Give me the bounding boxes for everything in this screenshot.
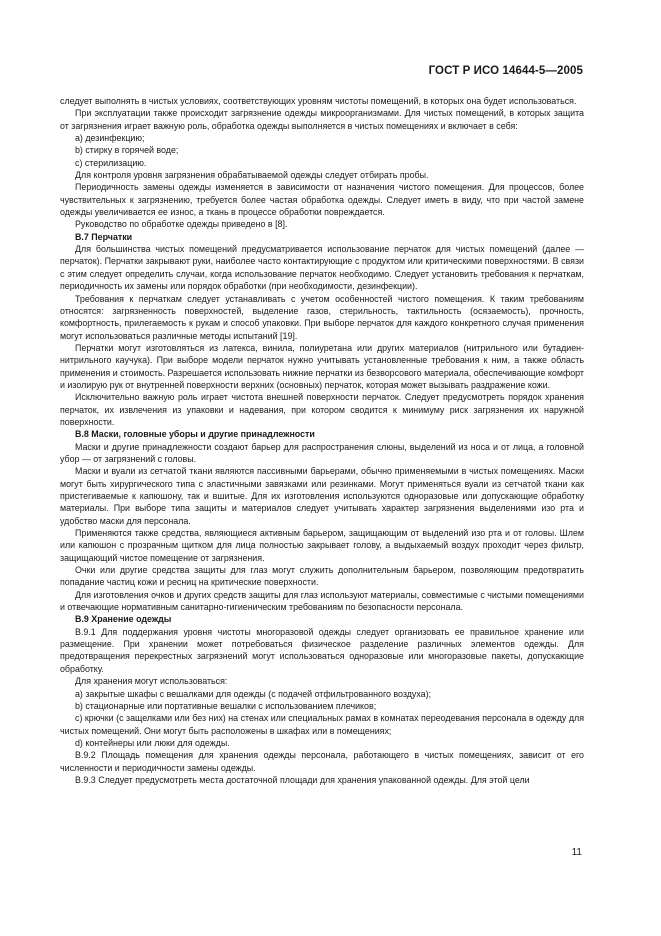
paragraph: Для большинства чистых помещений предусматривается использование перчаток для чистых помещений (далее — перчаток). Перчатки закрывают руки, наиболее часто контактирующие с продуктом или критическими поверхностями. В связи с этим следует определить случаи, когда использование перчаток необходимо. Следует установить требования к перчаткам, периодичность их замены или порядок обработки (при необходимости, дезинфекции).: [60, 244, 584, 292]
list-item: d) контейнеры или люки для одежды.: [75, 737, 230, 748]
paragraph: Требования к перчаткам следует устанавливать с учетом особенностей чистого помещения. К таким требованиям относятся: загрязненность поверхностей, выделение газов, стерильность, тактильность (осязаемость), прочность, комфортность, прилегаемость к рукам и способ упаковки. При выборе перчаток для каждого конкретного случая применения могут использоваться различные методы испытаний [19].: [60, 293, 584, 341]
paragraph: В.9.2 Площадь помещения для хранения одежды персонала, работающего в чистых помещениях, зависит от его численности и периодичности замены одежды.: [60, 750, 584, 773]
section-heading: В.7 Перчатки: [75, 231, 133, 242]
paragraph: В.9.1 Для поддержания уровня чистоты многоразовой одежды следует организовать ее правильное хранение или размещение. При хранении может потребоваться физическое разделение различных элементов одежды. Для предотвращения перекрестных загрязнений могут использоваться одноразовые или многоразовые пакеты, допускающие обработку.: [60, 626, 584, 674]
paragraph: При эксплуатации также происходит загрязнение одежды микроорганизмами. Для чистых помещений, в которых защита от загрязнения играет важную роль, обработка одежды выполняется в чистых помещениях и включает в себя:: [60, 108, 584, 131]
paragraph: Исключительно важную роль играет чистота внешней поверхности перчаток. Следует предусмотреть порядок хранения перчаток, их извлечения из упаковки и надевания, при котором сводится к минимуму риск загрязнения их наружной поверхности.: [60, 392, 584, 427]
document-body: [60, 95, 584, 786]
list-item: а) дезинфекцию;: [75, 133, 145, 144]
paragraph: Для контроля уровня загрязнения обрабатываемой одежды следует отбирать пробы.: [75, 170, 429, 181]
paragraph: Маски и другие принадлежности создают барьер для распространения слюны, выделений из носа и от лица, а головной убор — от загрязнений с головы.: [60, 441, 584, 464]
list-item: b) стационарные или портативные вешалки с использованием плечиков;: [75, 700, 377, 711]
paragraph: Маски и вуали из сетчатой ткани являются пассивными барьерами, обычно применяемыми в чистых помещениях. Маски могут быть хирургического типа с эластичными завязками или резинками. Могут применяться вуали из сетчатой ткани как пристегиваемые к капюшону, так и вшитые. Для их изготовления используются одноразовые или допускающие обработку материалы. При выборе типа защиты и материалов следует учитывать характер загрязнения выделениями изо рта и удобство маски для персонала.: [60, 466, 584, 526]
paragraph: Руководство по обработке одежды приведено в [8].: [75, 219, 288, 230]
section-heading: В.9 Хранение одежды: [75, 614, 172, 625]
paragraph: Применяются также средства, являющиеся активным барьером, защищающим от выделений изо рта и от головы. Шлем или капюшон с прозрачным щитком для лица полностью закрывает голову, а выдыхаемый воздух проходит через фильтр, защищающий чистое помещение от загрязнения.: [60, 528, 584, 563]
paragraph: следует выполнять в чистых условиях, соответствующих уровням чистоты помещений, в которых она будет использоваться.: [60, 96, 577, 106]
paragraph: Периодичность замены одежды изменяется в зависимости от назначения чистого помещения. Для процессов, более чувствительных к загрязнению, требуется более частая обработка одежды. Следует иметь в виду, что при частой замене одежды увеличивается ее износ, а ткань в процессе обработки повреждается.: [60, 182, 584, 218]
paragraph: Очки или другие средства защиты для глаз могут служить дополнительным барьером, позволяющим предотвратить попадание частиц кожи и ресниц на критические поверхности.: [60, 565, 584, 588]
section-heading: В.8 Маски, головные уборы и другие принадлежности: [75, 429, 315, 440]
list-item: b) стирку в горячей воде;: [75, 145, 179, 156]
list-item: с) стерилизацию.: [75, 157, 147, 168]
paragraph: Перчатки могут изготовляться из латекса, винила, полиуретана или других материалов (нитрильного или бутадиен-нитрильного каучука). При выборе модели перчаток нужно учитывать установленные требования к ним, а также область применения и стоимость. Разрешается использовать нижние перчатки из безворсового материала, обеспечивающие комфорт и изолирую рук от внутренней поверхности верхних (основных) перчаток, которая может вызывать раздражение кожи.: [60, 342, 584, 390]
paragraph: Для хранения могут использоваться:: [75, 676, 228, 687]
list-item: а) закрытые шкафы с вешалками для одежды (с подачей отфильтрованного воздуха);: [75, 688, 432, 699]
paragraph: Для изготовления очков и других средств защиты для глаз используют материалы, совместимые с чистыми помещениями и отвечающие нормативным санитарно-гигиеническим требованиям по безопасности персонала.: [60, 589, 584, 613]
document-header: ГОСТ Р ИСО 14644-5—2005: [428, 65, 583, 77]
paragraph: В.9.3 Следует предусмотреть места достаточной площади для хранения упакованной одежды. Для этой цели: [75, 774, 530, 785]
paragraph: с) крючки (с защелками или без них) на стенах или специальных рамах в комнатах переодевания персонала в одежду для чистых помещений. Они могут быть расположены в шкафах или в помещениях;: [60, 713, 584, 736]
page-number: 11: [571, 847, 582, 858]
